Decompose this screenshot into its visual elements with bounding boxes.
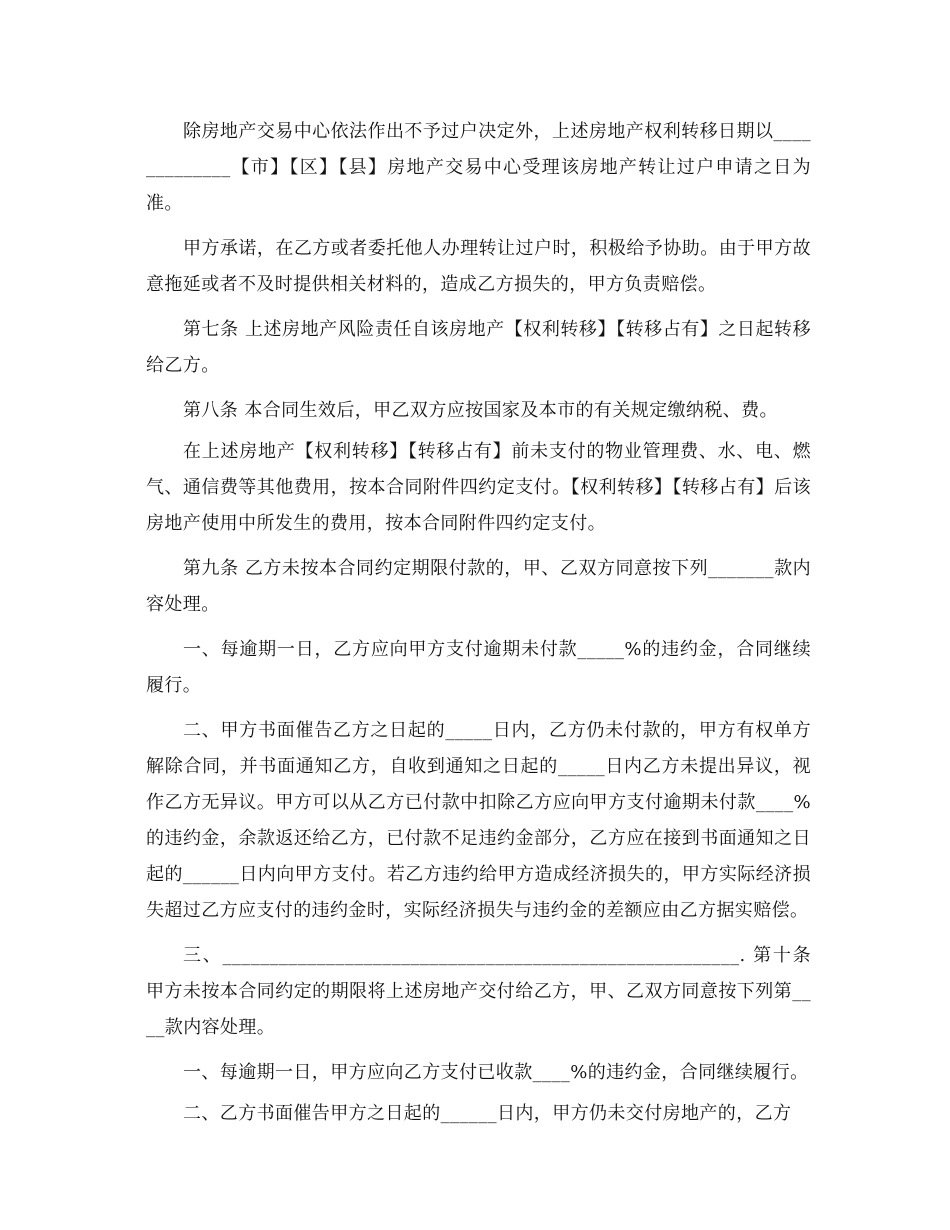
paragraph-article-8: 第八条 本合同生效后，甲乙双方应按国家及本市的有关规定缴纳税、费。 [183, 400, 778, 421]
contract-body [146, 114, 811, 1141]
paragraph-article-9-item-1: 一、每逾期一日，乙方应向甲方支付逾期未付款_____%的违约金，合同继续履行。 [146, 639, 811, 696]
paragraph-article-9-item-2: 二、甲方书面催告乙方之日起的_____日内，乙方仍未付款的，甲方有权单方解除合同，并书面通知乙方，自收到通知之日起的_____日内乙方未提出异议，视作乙方无异议。甲方可以从乙方已付款中扣除乙方应向甲方支付逾期未付款____%的违约金，余款返还给乙方，已付款不足违约金部分，乙方应在接到书面通知之日起的______日内向甲方支付。若乙方违约给甲方造成经济损失的，甲方实际经济损失超过乙方应支付的违约金时，实际经济损失与违约金的差额应由乙方据实赔偿。 [146, 720, 811, 921]
paragraph-seller-promise: 甲方承诺，在乙方或者委托他人办理转让过户时，积极给予协助。由于甲方故意拖延或者不及时提供相关材料的，造成乙方损失的，甲方负责赔偿。 [146, 238, 811, 295]
paragraph-article-9-item-3-article-10: 三、_______________________________________________________. 第十条 甲方未按本合同约定的期限将上述房地产交付给乙方，甲、乙双方同意按下列第____款内容处理。 [146, 945, 811, 1038]
paragraph-fees: 在上述房地产【权利转移】【转移占有】前未支付的物业管理费、水、电、燃气、通信费等其他费用，按本合同附件四约定支付。【权利转移】【转移占有】后该房地产使用中所发生的费用，按本合同附件四约定支付。 [146, 441, 811, 534]
paragraph-article-10-item-1: 一、每逾期一日，甲方应向乙方支付已收款____%的违约金，合同继续履行。 [183, 1062, 809, 1083]
paragraph-transfer-date: 除房地产交易中心依法作出不予过户决定外，上述房地产权利转移日期以_____________【市】【区】【县】房地产交易中心受理该房地产转让过户申请之日为准。 [146, 121, 811, 214]
paragraph-article-7: 第七条 上述房地产风险责任自该房地产【权利转移】【转移占有】之日起转移给乙方。 [146, 319, 811, 376]
paragraph-article-10-item-2: 二、乙方书面催告甲方之日起的______日内，甲方仍未交付房地产的，乙方 [183, 1103, 792, 1124]
paragraph-article-9: 第九条 乙方未按本合同约定期限付款的，甲、乙双方同意按下列_______款内容处理。 [146, 558, 811, 615]
